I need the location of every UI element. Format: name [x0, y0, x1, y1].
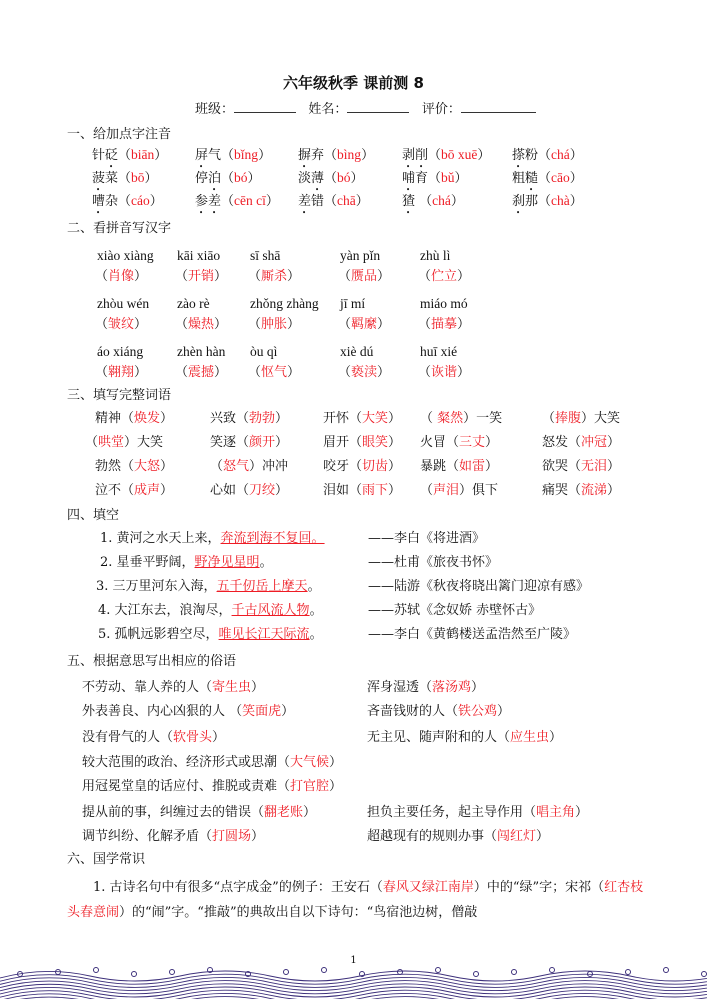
prompt-text: ）	[388, 435, 402, 450]
answer-text: 如雷	[459, 459, 486, 474]
prompt-text: ）俱下	[459, 483, 499, 498]
idiom-item	[210, 483, 288, 499]
page-number: 1	[350, 955, 357, 966]
poem-source: ——陆游《秋夜将晓出篱门迎凉有感》	[368, 579, 590, 594]
word-char: 哺	[402, 171, 416, 186]
prompt-text: ）	[485, 459, 499, 474]
answer-pinyin: bō xuē	[441, 147, 478, 162]
prompt-text: 担负主要任务，起主导作用（	[367, 805, 537, 820]
prompt-text: ）	[607, 483, 621, 498]
idiom-item	[210, 411, 288, 427]
prompt-text: 心如（	[210, 483, 250, 498]
prompt-text: 5. 孤帆远影碧空尽，	[98, 627, 219, 642]
poem-source: ——杜甫《旅夜书怀》	[368, 555, 499, 570]
idiom-item	[542, 411, 620, 427]
prompt-text: （	[420, 483, 434, 498]
pinyin-prompt: zhǒng zhàng	[250, 296, 319, 311]
prompt-text: 火冒（	[420, 435, 460, 450]
answer-text: 大气候	[290, 755, 330, 770]
word-char: 摒	[298, 148, 312, 163]
pinyin-item: 菠菜（bō）	[92, 170, 158, 186]
pinyin-prompt: xiào xiàng	[97, 248, 154, 263]
answer-pinyin: chá	[551, 147, 570, 162]
prompt-text: ）	[575, 805, 589, 820]
answer-pinyin: bìng	[337, 147, 362, 162]
poem-line	[98, 627, 323, 643]
answer-text: 雨下	[362, 483, 389, 498]
prompt-text: ）	[281, 704, 295, 719]
pinyin-prompt: xiè dú	[340, 344, 374, 359]
prompt-text: 调节纠纷、化解矛盾（	[82, 829, 213, 844]
pinyin-item: 粗糙（cāo）	[512, 170, 583, 186]
pinyin-prompt: zào rè	[177, 296, 210, 311]
prompt-text: 开怀（	[323, 411, 363, 426]
answer-text: 成声	[134, 483, 161, 498]
prompt-text: ）	[329, 755, 343, 770]
pinyin-prompt: yàn pǐn	[340, 248, 381, 263]
paragraph-text: 1. 古诗名句中有很多“点字成金”的例子：王安石（	[93, 880, 383, 895]
idiom-item	[95, 483, 173, 499]
poem-line	[100, 555, 273, 571]
answer-pinyin: cáo	[131, 193, 150, 208]
prompt-text: 用冠冕堂皇的话应付、推脱或责难（	[82, 779, 291, 794]
answer-text: 软骨头	[173, 730, 213, 745]
answer-hanzi: 肖像	[108, 269, 135, 284]
proverb-item	[82, 730, 225, 746]
pinyin-item: 针砭（biān）	[92, 147, 168, 163]
idiom-item	[210, 435, 288, 451]
answer-text: 野净见星明	[194, 555, 260, 570]
section-heading: 六、国学常识	[67, 852, 146, 867]
hanzi-answer: （肿胀）	[248, 317, 301, 332]
answer-text: 大笑	[362, 411, 389, 426]
proverb-item	[82, 680, 264, 696]
prompt-text: 浑身湿透（	[367, 680, 433, 695]
word-char: 粗	[512, 171, 526, 186]
answer-hanzi: 震撼	[188, 365, 215, 380]
proverb-item	[367, 704, 510, 720]
hanzi-answer: （怄气）	[248, 365, 301, 380]
prompt-text: 泣不（	[95, 483, 135, 498]
section-heading: 五、根据意思写出相应的俗语	[67, 654, 237, 669]
prompt-text: （	[420, 411, 438, 426]
prompt-text: ）	[388, 483, 402, 498]
prompt-text: 不劳动、靠人养的人（	[82, 680, 213, 695]
idiom-item	[420, 483, 498, 499]
pinyin-prompt: zhòu wén	[97, 296, 150, 311]
section-heading: 一、给加点字注音	[67, 127, 172, 142]
pinyin-item: 参差（cēn cī）	[195, 193, 279, 209]
hanzi-answer: （亵渎）	[338, 365, 391, 380]
answer-hanzi: 开销	[188, 269, 215, 284]
answer-text: 流涕	[581, 483, 608, 498]
idiom-item	[542, 435, 620, 451]
word-char: 搽	[512, 148, 526, 163]
word-char: 薄	[311, 171, 325, 186]
answer-hanzi: 厮杀	[261, 269, 288, 284]
prompt-text: 2. 星垂平野阔，	[100, 555, 195, 570]
pinyin-prompt: áo xiáng	[97, 344, 144, 359]
hanzi-answer: （描摹）	[418, 317, 471, 332]
name-label: 姓名：	[308, 102, 348, 117]
prompt-text: （	[85, 435, 99, 450]
pinyin-item: 哺育（bǔ）	[402, 170, 468, 186]
word-char: 砭	[105, 148, 119, 163]
proverb-item	[367, 730, 562, 746]
prompt-text: ）	[251, 680, 265, 695]
word-char: 差	[208, 194, 222, 209]
prompt-text: 痛哭（	[542, 483, 582, 498]
answer-hanzi: 赝品	[351, 269, 378, 284]
section-heading: 三、填写完整词语	[67, 388, 172, 403]
pinyin-item: 刹那（chà）	[512, 193, 583, 209]
paragraph-text: ）的“闹”字。“推敲”的典故出自以下诗句：“鸟宿池边树，僧敲	[119, 905, 478, 920]
answer-hanzi: 亵渎	[351, 365, 378, 380]
word-char: 淡	[298, 171, 312, 186]
answer-text: 捧腹	[555, 411, 582, 426]
poem-line	[96, 579, 321, 595]
idiom-item	[542, 459, 620, 475]
idiom-item	[95, 411, 173, 427]
pinyin-item: 剥削（bō xuē）	[402, 147, 491, 163]
answer-hanzi: 怄气	[261, 365, 288, 380]
answer-text: 打官腔	[290, 779, 330, 794]
answer-text: 翻老账	[264, 805, 304, 820]
class-label: 班级：	[195, 102, 235, 117]
proverb-item	[82, 805, 316, 821]
prompt-text: 。	[259, 555, 273, 570]
hanzi-answer: （翱翔）	[95, 365, 148, 380]
pinyin-item: 屏气（bǐng）	[195, 147, 272, 163]
prompt-text: ）大笑	[581, 411, 621, 426]
prompt-text: ）	[160, 483, 174, 498]
poem-source: ——李白《将进酒》	[368, 531, 486, 546]
hanzi-answer: （开销）	[175, 269, 228, 284]
prompt-text: 没有骨气的人（	[82, 730, 174, 745]
paragraph-text: ）中的“绿”字；宋祁（	[473, 880, 605, 895]
pinyin-prompt: òu qì	[250, 344, 278, 359]
prompt-text: 吝啬钱财的人（	[367, 704, 459, 719]
pinyin-item: 差错（chā）	[298, 193, 369, 209]
prompt-text: ）	[536, 829, 550, 844]
word-char: 剥	[402, 148, 416, 163]
prompt-text: ）	[607, 459, 621, 474]
pinyin-item: 淡薄（bó）	[298, 170, 364, 186]
prompt-text: ）	[485, 435, 499, 450]
answer-text: 奔流到海不复回。	[220, 531, 325, 546]
word-char: 屏	[195, 148, 209, 163]
prompt-text: 较大范围的政治、经济形式或思潮（	[82, 755, 291, 770]
hanzi-answer: （皱纹）	[95, 317, 148, 332]
word-char: 菠	[92, 171, 106, 186]
answer-pinyin: chā	[337, 193, 356, 208]
proverb-item	[367, 805, 588, 821]
idiom-item	[323, 411, 401, 427]
class-field[interactable]	[234, 100, 296, 113]
word-char: 育	[415, 171, 429, 186]
answer-text: 唱主角	[536, 805, 576, 820]
pinyin-prompt: zhèn hàn	[177, 344, 226, 359]
idiom-item	[420, 459, 498, 475]
idiom-item	[323, 459, 401, 475]
word-char: 猹	[402, 194, 416, 209]
idiom-item	[85, 435, 163, 451]
prompt-text: （	[542, 411, 556, 426]
poem-source: ——李白《黄鹤楼送孟浩然至广陵》	[368, 627, 577, 642]
prompt-text: 咬牙（	[323, 459, 363, 474]
pinyin-item: 摒弃（bìng）	[298, 147, 375, 163]
answer-pinyin: chá	[432, 193, 451, 208]
answer-text: 声泪	[433, 483, 460, 498]
prompt-text: ）	[471, 680, 485, 695]
hanzi-answer: （伫立）	[418, 269, 471, 284]
answer-text: 闯红灯	[497, 829, 537, 844]
wave-border-decoration	[0, 966, 707, 999]
hanzi-answer: （肖像）	[95, 269, 148, 284]
prompt-text: 暴跳（	[420, 459, 460, 474]
answer-text: 铁公鸡	[458, 704, 498, 719]
pinyin-item: 搽粉（chá）	[512, 147, 583, 163]
hanzi-answer: （诙谐）	[418, 365, 471, 380]
pinyin-prompt: huī xié	[420, 344, 458, 359]
hanzi-answer: （震撼）	[175, 365, 228, 380]
answer-hanzi: 肿胀	[261, 317, 288, 332]
prompt-text: ）一笑	[463, 411, 503, 426]
prompt-text: ）	[212, 730, 226, 745]
proverb-item	[367, 680, 484, 696]
proverb-item	[82, 829, 264, 845]
proverb-item	[82, 755, 342, 771]
answer-text: 寄生虫	[212, 680, 252, 695]
prompt-text: （	[210, 459, 224, 474]
answer-pinyin: bó	[337, 170, 351, 185]
prompt-text: 怒发（	[542, 435, 582, 450]
word-char: 那	[525, 194, 539, 209]
hanzi-answer: （羁縻）	[338, 317, 391, 332]
prompt-text: 兴致（	[210, 411, 250, 426]
pinyin-item: 嘈杂（cáo）	[92, 193, 163, 209]
section-heading: 四、填空	[67, 508, 120, 523]
answer-pinyin: bō	[131, 170, 145, 185]
page-title: 六年级秋季 课前测 8	[283, 74, 424, 92]
answer-pinyin: biān	[131, 147, 155, 162]
pinyin-item: 停泊（bó）	[195, 170, 261, 186]
answer-hanzi: 伫立	[431, 269, 458, 284]
student-info	[195, 100, 536, 118]
prompt-text: ）	[160, 459, 174, 474]
idiom-item	[210, 459, 288, 475]
prompt-text: ）	[160, 411, 174, 426]
answer-text: 无泪	[581, 459, 608, 474]
prompt-text: 4. 大江东去，浪淘尽，	[98, 603, 232, 618]
prompt-text: ）	[303, 805, 317, 820]
word-char: 削	[415, 148, 429, 163]
proverb-item	[82, 704, 294, 720]
prompt-text: ）	[607, 435, 621, 450]
answer-text: 唯见长江天际流	[218, 627, 310, 642]
answer-text: 焕发	[134, 411, 161, 426]
hanzi-answer: （赝品）	[338, 269, 391, 284]
answer-text: 颜开	[249, 435, 276, 450]
eval-label: 评价：	[421, 102, 461, 117]
prompt-text: 。	[307, 579, 321, 594]
prompt-text: 3. 三万里河东入海，	[96, 579, 217, 594]
idiom-item	[95, 459, 173, 475]
pinyin-prompt: jī mí	[340, 296, 366, 311]
word-char: 嘈	[92, 194, 106, 209]
prompt-text: 提从前的事，纠缠过去的错误（	[82, 805, 265, 820]
word-char: 杂	[105, 194, 119, 209]
knowledge-paragraph	[67, 875, 647, 925]
answer-text: 切齿	[362, 459, 389, 474]
poem-line	[98, 603, 323, 619]
prompt-text: ）冲冲	[249, 459, 289, 474]
answer-text: 落汤鸡	[432, 680, 472, 695]
answer-hanzi: 描摹	[431, 317, 458, 332]
prompt-text: ）	[388, 411, 402, 426]
prompt-text: 超越现有的规则办事（	[367, 829, 498, 844]
prompt-text: ）	[388, 459, 402, 474]
word-char: 差	[298, 194, 312, 209]
section-heading: 二、看拼音写汉字	[67, 221, 172, 236]
prompt-text: ）	[549, 730, 563, 745]
answer-text: 粲然	[437, 411, 464, 426]
answer-text: 三丈	[459, 435, 486, 450]
answer-hanzi: 诙谐	[431, 365, 458, 380]
pinyin-prompt: zhù lì	[420, 248, 451, 263]
answer-text: 眼笑	[362, 435, 389, 450]
prompt-text: ）	[251, 829, 265, 844]
eval-field[interactable]	[461, 100, 536, 113]
hanzi-answer: （厮杀）	[248, 269, 301, 284]
prompt-text: 勃然（	[95, 459, 135, 474]
word-char: 菜	[105, 171, 119, 186]
prompt-text: 笑逐（	[210, 435, 250, 450]
idiom-item	[420, 435, 498, 451]
idiom-item	[323, 435, 401, 451]
answer-text: 刀绞	[249, 483, 276, 498]
word-char: 糙	[525, 171, 539, 186]
prompt-text: 无主见、随声附和的人（	[367, 730, 511, 745]
poem-source: ——苏轼《念奴娇 赤壁怀古》	[368, 603, 542, 618]
prompt-text: ）	[275, 483, 289, 498]
word-char: 刹	[512, 194, 526, 209]
prompt-text: 外表善良、内心凶狠的人 （	[82, 704, 243, 719]
word-char: 气	[208, 148, 222, 163]
prompt-text: 。	[309, 603, 323, 618]
answer-pinyin: chà	[551, 193, 570, 208]
proverb-item	[82, 779, 342, 795]
answer-hanzi: 翱翔	[108, 365, 135, 380]
word-char: 停	[195, 171, 209, 186]
answer-text: 五千仞岳上摩天	[216, 579, 308, 594]
prompt-text: 精神（	[95, 411, 135, 426]
hanzi-answer: （燥热）	[175, 317, 228, 332]
prompt-text: 眉开（	[323, 435, 363, 450]
word-char	[415, 194, 419, 209]
answer-pinyin: bǔ	[441, 170, 455, 185]
answer-text: 冲冠	[581, 435, 608, 450]
answer-text: 笑面虎	[242, 704, 282, 719]
prompt-text: 1. 黄河之水天上来，	[100, 531, 221, 546]
answer-text: 应生虫	[510, 730, 550, 745]
answer-text: 哄堂	[98, 435, 125, 450]
answer-hanzi: 皱纹	[108, 317, 135, 332]
answer-text: 打圆场	[212, 829, 252, 844]
prompt-text: ）	[497, 704, 511, 719]
prompt-text: 泪如（	[323, 483, 363, 498]
idiom-item	[323, 483, 401, 499]
proverb-item	[367, 829, 549, 845]
answer-text: 红杏枝头春意闹	[67, 880, 644, 920]
prompt-text: 欲哭（	[542, 459, 582, 474]
answer-text: 大怒	[134, 459, 161, 474]
pinyin-prompt: miáo mó	[420, 296, 468, 311]
word-char: 参	[195, 194, 209, 209]
name-field[interactable]	[347, 100, 409, 113]
pinyin-prompt: kāi xiāo	[177, 248, 221, 263]
poem-line	[100, 531, 325, 547]
word-char: 泊	[208, 171, 222, 186]
word-char: 针	[92, 148, 106, 163]
prompt-text: ）	[275, 435, 289, 450]
answer-pinyin: bǐng	[234, 147, 259, 162]
answer-pinyin: bó	[234, 170, 248, 185]
pinyin-item: 猹 （chá）	[402, 193, 464, 209]
answer-text: 勃勃	[249, 411, 276, 426]
answer-text: 春风又绿江南岸	[382, 880, 474, 895]
answer-pinyin: cēn cī	[234, 193, 266, 208]
pinyin-prompt: sī shā	[250, 248, 281, 263]
prompt-text: ）	[329, 779, 343, 794]
idiom-item	[542, 483, 620, 499]
answer-hanzi: 燥热	[188, 317, 215, 332]
prompt-text: 。	[309, 627, 323, 642]
answer-text: 怒气	[223, 459, 250, 474]
word-char: 错	[311, 194, 325, 209]
answer-text: 千古风流人物	[231, 603, 310, 618]
prompt-text: ）	[275, 411, 289, 426]
answer-pinyin: cāo	[551, 170, 570, 185]
word-char: 弃	[311, 148, 325, 163]
word-char: 粉	[525, 148, 539, 163]
prompt-text: ）大笑	[124, 435, 164, 450]
idiom-item	[420, 411, 502, 427]
answer-hanzi: 羁縻	[351, 317, 378, 332]
